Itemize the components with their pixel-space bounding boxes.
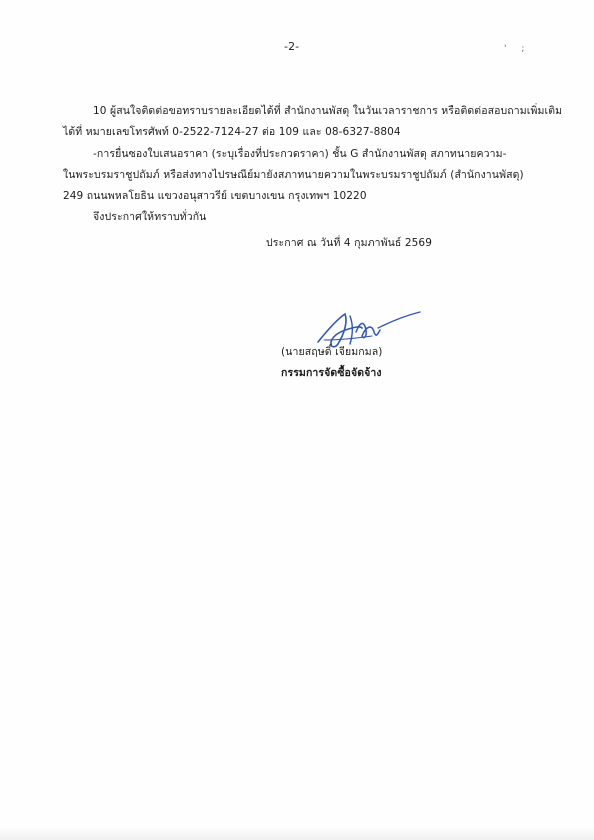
paragraph-10-line-2: ได้ที่ หมายเลขโทรศัพท์ 0-2522-7124-27 ต่อ 109 และ 08-6327-8804 xyxy=(63,126,401,138)
signatory-title: กรรมการจัดซื้อจัดจ้าง xyxy=(281,367,382,379)
signatory-name: (นายสฤษดิ์ เจียมกมล) xyxy=(281,346,383,358)
announcement-date: ประกาศ ณ วันที่ 4 กุมภาพันธ์ 2569 xyxy=(266,237,432,249)
submission-line-3: 249 ถนนพหลโยธิน แขวงอนุสาวรีย์ เขตบางเขน กรุงเทพฯ 10220 xyxy=(63,190,367,202)
paragraph-10-line-1: 10 ผู้สนใจติดต่อขอทราบรายละเอียดได้ที่ สำนักงานพัสดุ ในวันเวลาราชการ หรือติดต่อสอบถามเพิ่มเติม xyxy=(93,105,563,117)
submission-line-2: ในพระบรมราชูปถัมภ์ หรือส่งทางไปรษณีย์มายังสภาทนายความในพระบรมราชูปถัมภ์ (สำนักงานพัสดุ) xyxy=(63,169,524,181)
scan-bottom-edge xyxy=(0,826,594,840)
submission-line-1: -การยื่นซองใบเสนอราคา (ระบุเรื่องที่ประกวดราคา) ชั้น G สำนักงานพัสดุ สภาทนายความ- xyxy=(93,148,507,160)
page-number: -2- xyxy=(284,40,300,53)
scan-specks: ' ; xyxy=(504,44,531,54)
closing-line: จึงประกาศให้ทราบทั่วกัน xyxy=(93,211,207,223)
